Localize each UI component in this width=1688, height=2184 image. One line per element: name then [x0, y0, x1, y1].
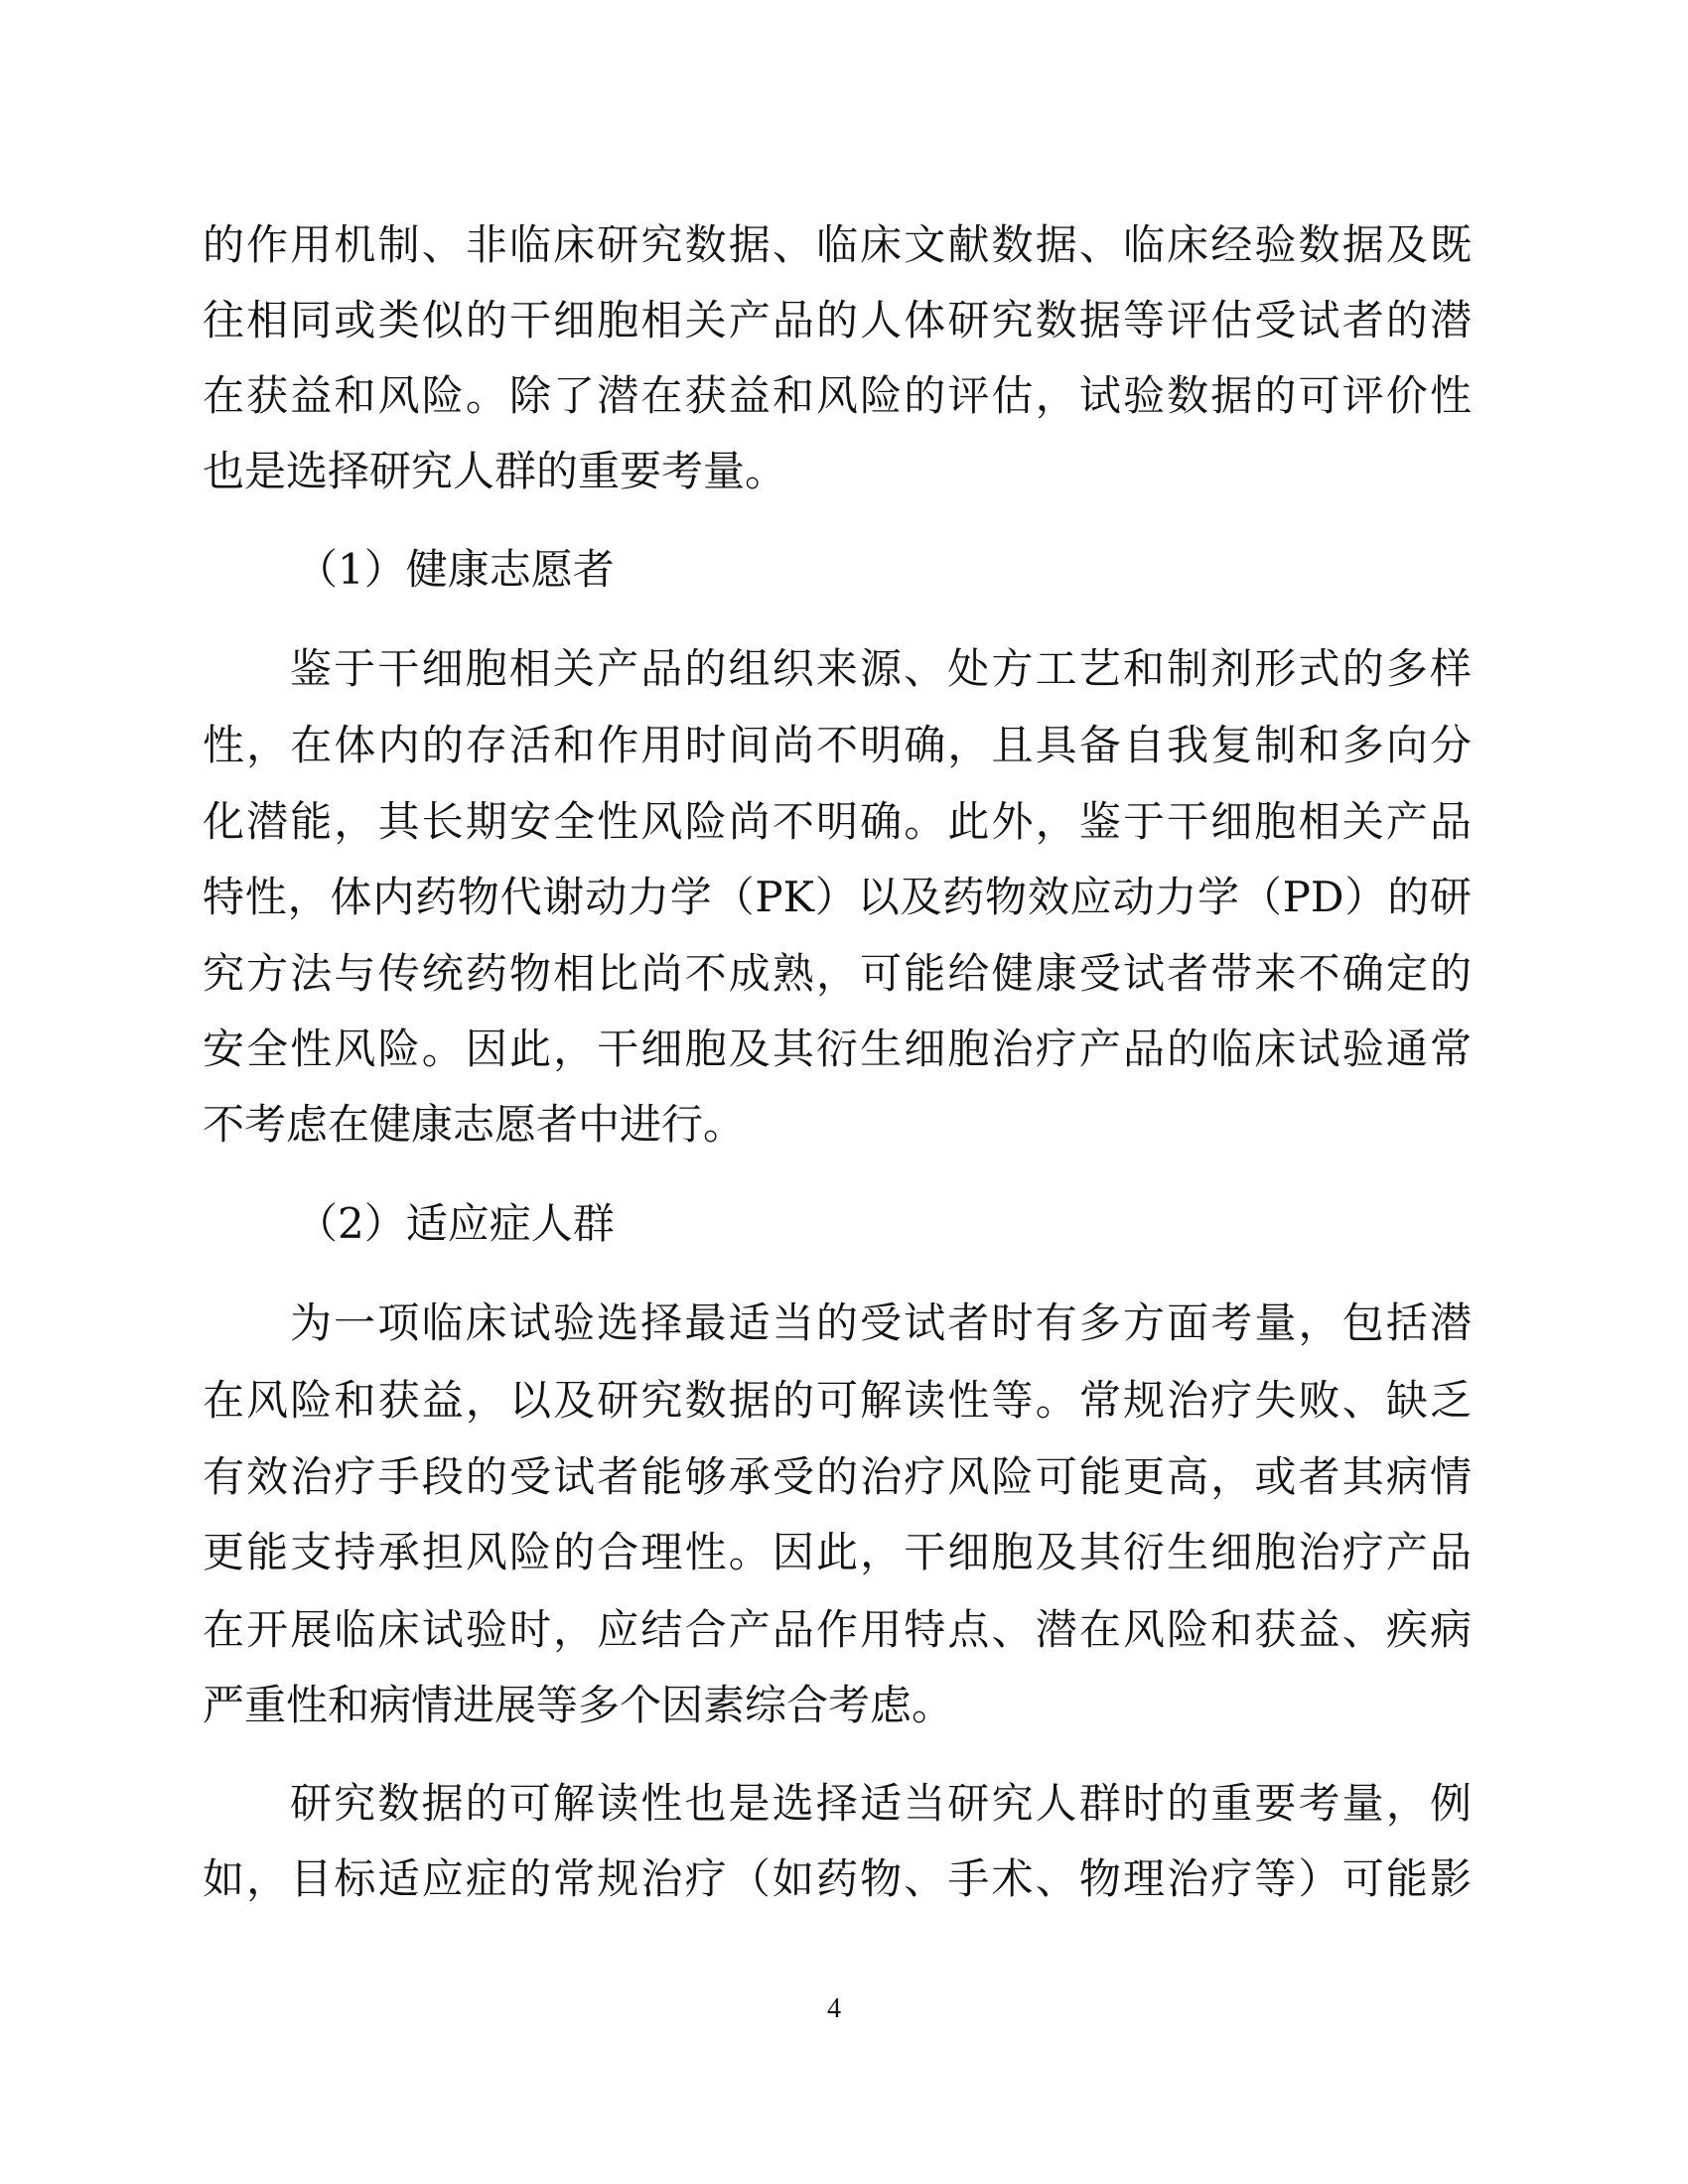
paragraph-line: 为一项临床试验选择最适当的受试者时有多方面考量，包括潜 — [290, 1298, 1472, 1347]
paragraph-line: 特性，体内药物代谢动力学（PK）以及药物效应动力学（PD）的研 — [203, 873, 1472, 921]
paragraph-line: 在开展临床试验时，应结合产品作用特点、潜在风险和获益、疾病 — [203, 1605, 1472, 1654]
paragraph-line: 也是选择研究人群的重要考量。 — [203, 447, 787, 495]
paragraph-line: 更能支持承担风险的合理性。因此，干细胞及其衍生细胞治疗产品 — [203, 1528, 1472, 1576]
paragraph-line: 不考虑在健康志愿者中进行。 — [203, 1100, 746, 1149]
paragraph-line: 性，在体内的存活和作用时间尚不明确，且具备自我复制和多向分 — [203, 721, 1472, 769]
paragraph-line: 在获益和风险。除了潜在获益和风险的评估，试验数据的可评价性 — [203, 371, 1472, 420]
paragraph-line: 如，目标适应症的常规治疗（如药物、手术、物理治疗等）可能影 — [203, 1854, 1472, 1903]
page-number: 4 — [827, 1993, 841, 2024]
paragraph-line: 安全性风险。因此，干细胞及其衍生细胞治疗产品的临床试验通常 — [203, 1024, 1472, 1073]
section-heading-healthy-volunteers: （1）健康志愿者 — [296, 545, 615, 594]
paragraph-line: 的作用机制、非临床研究数据、临床文献数据、临床经验数据及既 — [203, 220, 1472, 269]
paragraph-line: 在风险和获益，以及研究数据的可解读性等。常规治疗失败、缺乏 — [203, 1376, 1472, 1425]
paragraph-line: 往相同或类似的干细胞相关产品的人体研究数据等评估受试者的潜 — [203, 296, 1472, 344]
paragraph-line: 化潜能，其长期安全性风险尚不明确。此外，鉴于干细胞相关产品 — [203, 797, 1472, 846]
paragraph-line: 鉴于干细胞相关产品的组织来源、处方工艺和制剂形式的多样 — [290, 644, 1472, 693]
paragraph-line: 严重性和病情进展等多个因素综合考虑。 — [203, 1681, 954, 1729]
paragraph-line: 究方法与传统药物相比尚不成熟，可能给健康受试者带来不确定的 — [203, 949, 1472, 998]
paragraph-line: 有效治疗手段的受试者能够承受的治疗风险可能更高，或者其病情 — [203, 1452, 1472, 1501]
paragraph-line: 研究数据的可解读性也是选择适当研究人群时的重要考量，例 — [290, 1779, 1472, 1828]
section-heading-indication-population: （2）适应症人群 — [296, 1199, 615, 1248]
